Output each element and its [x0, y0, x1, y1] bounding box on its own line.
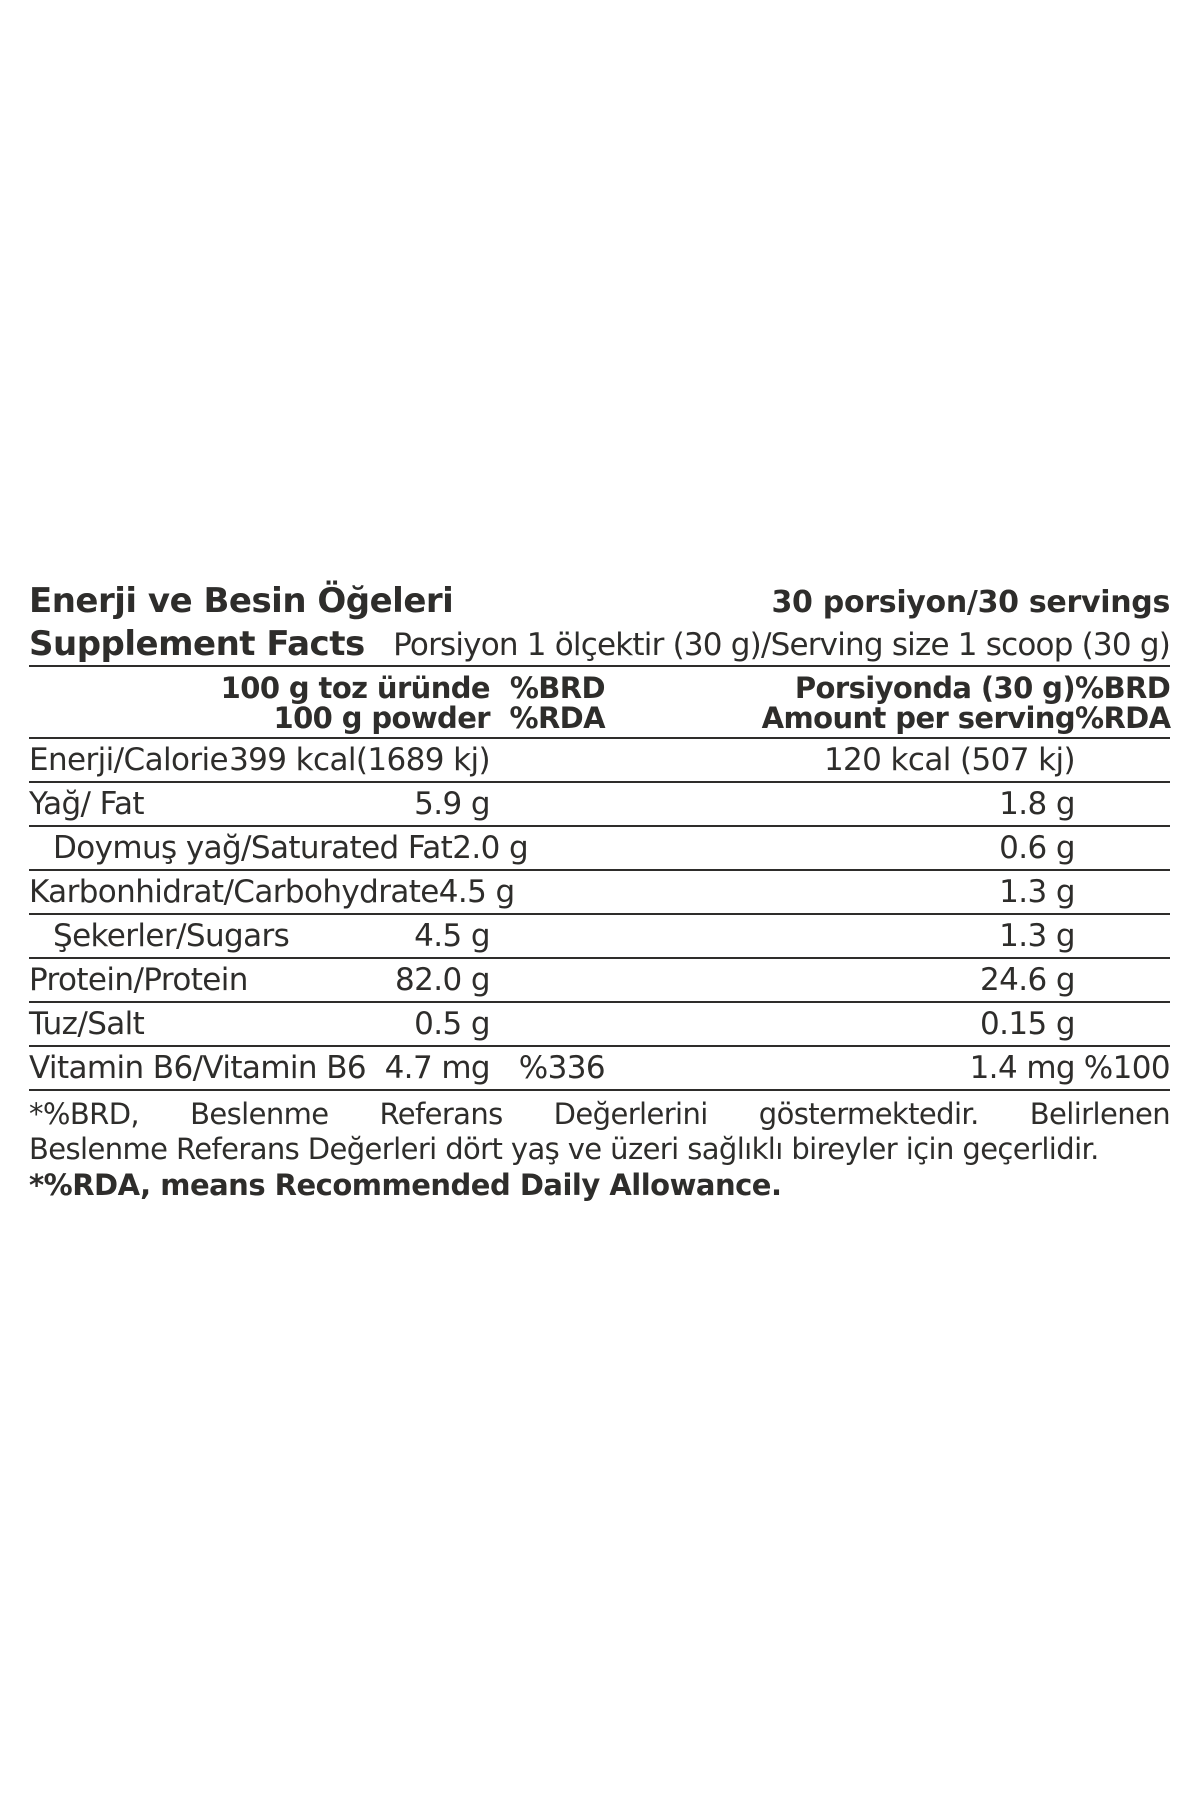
header-bottom-row	[29, 624, 1170, 665]
pct-per-100g	[490, 958, 605, 1002]
per-100g-header	[29, 667, 490, 738]
per-serving-header-tr: Porsiyonda (30 g)	[794, 671, 1075, 705]
table-row	[29, 826, 1170, 870]
table-row	[29, 782, 1170, 826]
pct-per-100g	[490, 1002, 605, 1046]
title-english: Supplement Facts	[29, 624, 365, 664]
amount-per-serving: 1.3 g	[605, 870, 1075, 914]
pct-per-serving	[1075, 870, 1170, 914]
rda-header-1: %RDA	[509, 701, 605, 735]
pct-per-serving	[1075, 782, 1170, 826]
table-row	[29, 870, 1170, 914]
amount-per-100g: 2.0 g	[452, 830, 529, 866]
per-100g-header-en: 100 g powder	[273, 701, 490, 735]
rda-header-2: %RDA	[1075, 701, 1171, 735]
per-100g-header-tr: 100 g toz üründe	[220, 671, 490, 705]
nutrient-name: Enerji/Calorie	[29, 742, 228, 778]
amount-per-serving: 1.3 g	[605, 914, 1075, 958]
nutrient-name: Yağ/ Fat	[29, 786, 144, 822]
column-header-row	[29, 667, 1170, 738]
table-row	[29, 1002, 1170, 1046]
amount-per-serving: 120 kcal (507 kj)	[605, 738, 1075, 782]
amount-per-100g: 399 kcal(1689 kj)	[229, 742, 490, 778]
pct-per-serving	[1075, 738, 1170, 782]
servings-count: 30 porsiyon/30 servings	[771, 585, 1170, 620]
amount-per-serving: 24.6 g	[605, 958, 1075, 1002]
table-row	[29, 1046, 1170, 1090]
pct-per-serving	[1075, 958, 1170, 1002]
brd-header-1: %BRD	[509, 671, 605, 705]
amount-per-serving: 1.8 g	[605, 782, 1075, 826]
pct-per-serving	[1075, 1002, 1170, 1046]
pct-per-serving: %100	[1075, 1046, 1170, 1090]
pct-per-100g	[490, 738, 605, 782]
amount-per-100g: 82.0 g	[395, 962, 490, 998]
per-serving-header	[605, 667, 1075, 738]
per-serving-header-en: Amount per serving	[761, 701, 1075, 735]
amount-per-serving: 0.6 g	[605, 826, 1075, 870]
footnote	[29, 1097, 1170, 1203]
title-turkish: Enerji ve Besin Öğeleri	[29, 581, 454, 621]
pct-100g-header	[490, 667, 605, 738]
pct-per-100g	[490, 914, 605, 958]
pct-per-100g	[490, 782, 605, 826]
brd-header-2: %BRD	[1075, 671, 1171, 705]
supplement-facts-panel	[29, 580, 1170, 1203]
amount-per-100g: 0.5 g	[414, 1006, 490, 1042]
nutrient-name: Karbonhidrat/Carbohydrate	[29, 874, 439, 910]
nutrition-table	[29, 667, 1170, 1091]
table-row	[29, 914, 1170, 958]
table-row	[29, 738, 1170, 782]
footnote-brd-line-1: *%BRD, Beslenme Referans Değerlerini göstermektedir. Belirlenen	[29, 1097, 1170, 1131]
amount-per-100g: 4.5 g	[438, 874, 515, 910]
amount-per-serving: 1.4 mg	[605, 1046, 1075, 1090]
pct-serving-header	[1075, 667, 1170, 738]
amount-per-serving: 0.15 g	[605, 1002, 1075, 1046]
footnote-brd-line-2: Beslenme Referans Değerleri dört yaş ve üzeri sağlıklı bireyler için geçerlidir.	[29, 1132, 1099, 1166]
nutrient-name: Vitamin B6/Vitamin B6	[29, 1050, 367, 1086]
pct-per-serving	[1075, 826, 1170, 870]
header-top-row	[29, 580, 1170, 624]
nutrient-name: Doymuş yağ/Saturated Fat	[53, 830, 453, 866]
nutrient-name: Tuz/Salt	[29, 1006, 145, 1042]
serving-size: Porsiyon 1 ölçektir (30 g)/Serving size 1 scoop (30 g)	[393, 627, 1170, 663]
pct-per-100g: %336	[490, 1046, 605, 1090]
footnote-rda: *%RDA, means Recommended Daily Allowance.	[29, 1168, 782, 1202]
amount-per-100g: 5.9 g	[414, 786, 490, 822]
nutrient-name: Protein/Protein	[29, 962, 248, 998]
amount-per-100g: 4.5 g	[414, 918, 490, 954]
table-row	[29, 958, 1170, 1002]
pct-per-serving	[1075, 914, 1170, 958]
nutrient-name: Şekerler/Sugars	[53, 918, 290, 954]
amount-per-100g: 4.7 mg	[384, 1050, 490, 1086]
